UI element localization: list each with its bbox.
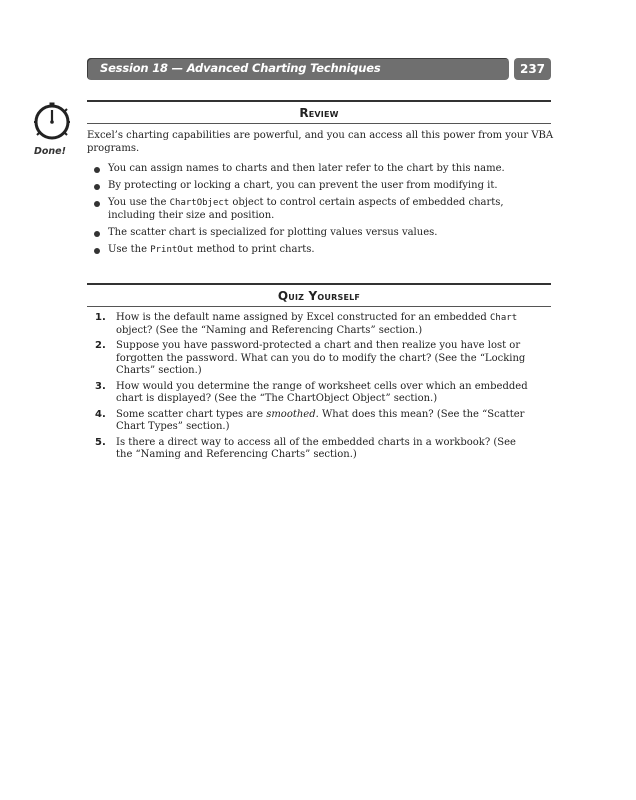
code-printout: PrintOut: [150, 244, 194, 255]
list-item: [94, 163, 539, 176]
list-item: [94, 197, 539, 222]
review-bullets: [94, 163, 539, 261]
quiz-text: object? (See the “Naming and Referencing Charts” section.): [116, 324, 423, 336]
quiz-list: [95, 312, 535, 465]
quiz-number: 3.: [95, 380, 106, 392]
page-number: 237: [514, 58, 551, 80]
list-item: [94, 244, 539, 257]
quiz-number: 5.: [95, 436, 106, 448]
bullet-text: You use the: [108, 197, 170, 208]
quiz-text: Suppose you have password-protected a chart and then realize you have lost or forgotten the password. What can you do to modify the chart? (See the “Locking Charts” section.): [116, 340, 526, 376]
list-item: [94, 180, 539, 193]
bullet-text: By protecting or locking a chart, you can prevent the user from modifying it.: [108, 180, 498, 191]
bullet-text: You can assign names to charts and then later refer to the chart by this name.: [108, 163, 505, 174]
quiz-heading: [87, 283, 551, 307]
quiz-text: How is the default name assigned by Excel constructed for an embedded: [116, 312, 491, 323]
bullet-text: Use the: [108, 243, 151, 255]
review-title: Review: [299, 106, 339, 120]
code-chart: Chart: [490, 313, 518, 323]
review-heading: [87, 100, 551, 124]
quiz-item: [95, 381, 535, 406]
quiz-item: [95, 340, 535, 378]
quiz-number: 4.: [95, 408, 106, 420]
review-intro: Excel’s charting capabilities are powerful, and you can access all this power from your VBA programs.: [87, 130, 554, 154]
quiz-text: How would you determine the range of worksheet cells over which an embedded chart is displayed? (See the “The ChartObject Object” section.): [116, 380, 528, 404]
quiz-text: . What does this mean? (See the “Scatter Chart Types” section.): [116, 408, 525, 432]
header-title: Session 18 — Advanced Charting Techniques: [100, 61, 381, 75]
quiz-item: [95, 409, 535, 434]
quiz-text: Some scatter chart types are: [116, 408, 267, 420]
quiz-number: 1.: [95, 312, 106, 323]
done-label: Done!: [34, 146, 66, 157]
bullet-text: method to print charts.: [193, 243, 315, 255]
quiz-item: [95, 437, 535, 462]
quiz-text: Is there a direct way to access all of the embedded charts in a workbook? (See the “Naming and Referencing Charts” section.): [116, 436, 516, 460]
quiz-number: 2.: [95, 340, 106, 351]
code-chartobject: ChartObject: [169, 198, 230, 208]
bullet-text: The scatter chart is specialized for plotting values versus values.: [108, 226, 438, 238]
list-item: [94, 227, 539, 240]
running-header: [87, 58, 509, 80]
quiz-emphasis: smoothed: [266, 408, 316, 420]
quiz-item: [95, 312, 535, 337]
quiz-title: Quiz Yourself: [277, 289, 361, 303]
bullet-text: object to control certain aspects of embedded charts, including their size and position.: [108, 197, 504, 221]
stopwatch-icon: [32, 101, 72, 141]
